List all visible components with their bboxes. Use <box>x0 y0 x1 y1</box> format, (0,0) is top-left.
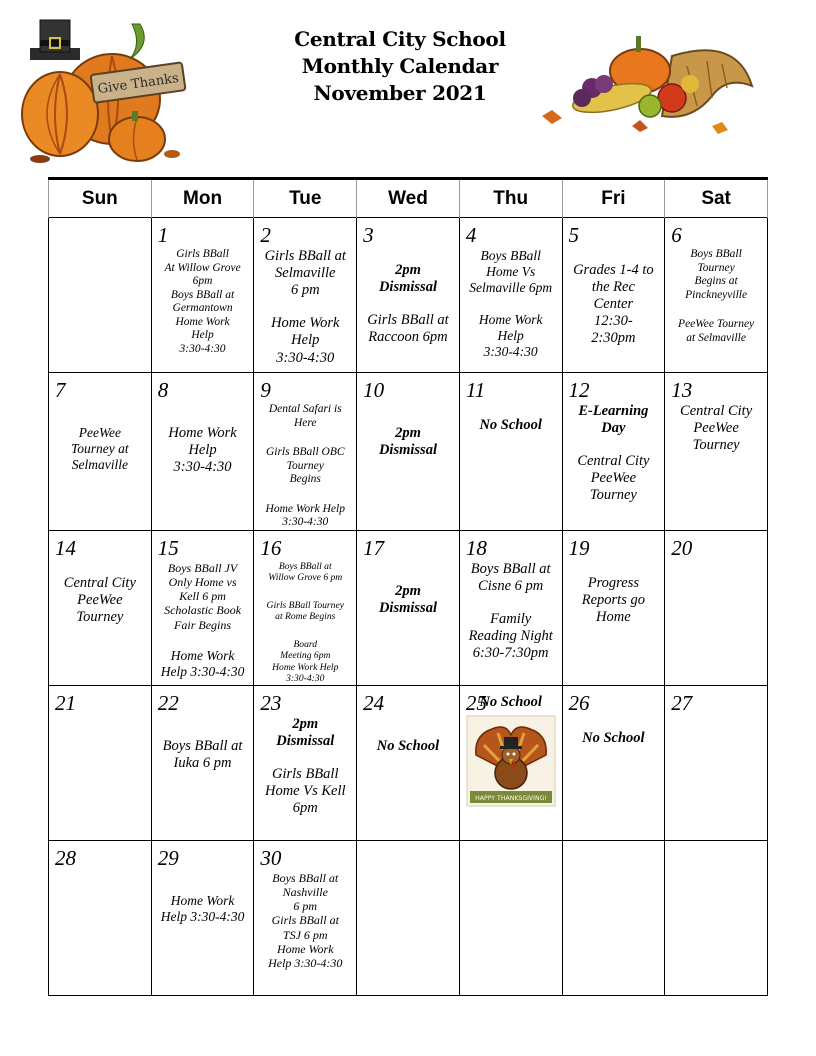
day-event: Girls BBall at Selmaville 6 pm <box>264 248 346 299</box>
title-subtitle: Monthly Calendar <box>301 54 499 78</box>
calendar-grid <box>48 177 768 996</box>
day-cell-13 <box>665 373 768 531</box>
day-number: 27 <box>671 690 693 715</box>
day-event: Family Reading Night 6:30-7:30pm <box>468 611 553 662</box>
day-number: 7 <box>55 378 66 402</box>
week-row <box>49 373 768 531</box>
day-number: 4 <box>465 223 477 247</box>
day-cell-8 <box>151 373 254 531</box>
day-cell-11 <box>459 373 562 531</box>
day-cell-26 <box>562 685 665 840</box>
day-event: 2pm Dismissal <box>378 425 437 459</box>
day-cell-25 <box>459 685 562 840</box>
weekday-tue: Tue <box>254 179 357 218</box>
day-event: Boys BBall at Cisne 6 pm <box>470 560 551 595</box>
day-cell-22 <box>151 685 254 840</box>
day-event: Girls BBall at Raccoon 6pm <box>367 312 449 346</box>
day-cell-empty <box>357 840 460 995</box>
day-number: 10 <box>363 378 385 402</box>
week-row <box>49 530 768 685</box>
day-cell-empty <box>49 218 152 373</box>
day-event: Central City PeeWee Tourney <box>577 453 650 504</box>
day-cell-4 <box>459 218 562 373</box>
day-number: 24 <box>363 690 385 715</box>
day-event: Board Meeting 6pm Home Work Help 3:30-4:30 <box>272 638 339 685</box>
day-cell-15 <box>151 530 254 685</box>
day-cell-10 <box>357 373 460 531</box>
day-event: Girls BBall Tourney at Rome Begins <box>266 599 344 623</box>
day-cell-empty <box>459 840 562 995</box>
day-cell-24 <box>357 685 460 840</box>
day-event: Boys BBall at Iuka 6 pm <box>162 737 243 772</box>
day-cell-3 <box>357 218 460 373</box>
day-event: Progress Reports go Home <box>581 574 645 626</box>
weekday-mon: Mon <box>151 179 254 218</box>
day-cell-9 <box>254 373 357 531</box>
day-event: Home Work Help 3:30-4:30 <box>160 892 245 924</box>
day-number: 1 <box>157 223 169 247</box>
day-number: 25 <box>465 690 487 715</box>
day-event: Home Work Help 3:30-4:30 <box>478 311 543 359</box>
day-event: Home Work Help 3:30-4:30 <box>168 425 237 476</box>
day-event: Boys BBall at Willow Grove 6 pm <box>268 560 343 584</box>
day-cell-20 <box>665 530 768 685</box>
cornucopia-clipart <box>522 26 762 150</box>
day-cell-12 <box>562 373 665 531</box>
day-event: 2pm Dismissal <box>378 262 437 296</box>
day-event: Boys BBall Home Vs Selmaville 6pm <box>469 248 553 295</box>
day-cell-30 <box>254 840 357 995</box>
day-cell-14 <box>49 530 152 685</box>
title-school: Central City School <box>294 27 506 51</box>
day-event: Boys BBall at Nashville 6 pm Girls BBall at TSJ 6 pm Home Work Help 3:30-4:30 <box>268 870 343 970</box>
week-row <box>49 685 768 840</box>
day-number: 21 <box>55 690 76 715</box>
day-event: Girls BBall OBC Tourney Begins <box>265 446 345 486</box>
day-event: PeeWee Tourney at Selmaville <box>678 318 755 344</box>
day-cell-5 <box>562 218 665 373</box>
day-number: 12 <box>568 378 590 402</box>
day-number: 30 <box>260 845 282 870</box>
day-number: 17 <box>363 535 385 560</box>
day-number: 5 <box>568 223 580 247</box>
day-number: 28 <box>55 845 76 870</box>
day-number: 26 <box>568 690 590 715</box>
day-number: 2 <box>260 223 271 247</box>
day-event: No School <box>582 729 645 746</box>
day-number: 9 <box>260 378 271 402</box>
day-cell-23 <box>254 685 357 840</box>
day-cell-7 <box>49 373 152 531</box>
turkey-banner-text: HAPPY THANKSGIVING! <box>474 795 547 803</box>
day-event: Grades 1-4 to the Rec Center 12:30- 2:30pm <box>573 262 654 347</box>
pumpkins-give-thanks-clipart <box>12 14 187 164</box>
day-number: 20 <box>671 535 693 560</box>
day-event: No School <box>479 417 542 433</box>
day-cell-2 <box>254 218 357 373</box>
calendar-title <box>250 26 550 107</box>
day-event: Home Work Help 3:30-4:30 <box>265 502 345 529</box>
day-event: E-Learning Day <box>578 403 649 437</box>
sign-text: Give Thanks <box>96 70 180 98</box>
weekday-thu: Thu <box>459 179 562 218</box>
day-event: Home Work Help 3:30-4:30 <box>160 647 245 679</box>
day-event: No School <box>376 737 440 754</box>
day-number: 8 <box>157 378 169 402</box>
day-number: 19 <box>568 535 590 560</box>
day-cell-empty <box>562 840 665 995</box>
day-number: 11 <box>465 378 486 402</box>
day-cell-19 <box>562 530 665 685</box>
turkey-thanksgiving-clipart <box>466 715 556 807</box>
day-cell-16 <box>254 530 357 685</box>
day-cell-6 <box>665 218 768 373</box>
day-cell-1 <box>151 218 254 373</box>
day-number: 29 <box>157 845 179 870</box>
day-number: 6 <box>671 223 682 247</box>
day-number: 16 <box>260 535 282 560</box>
day-number: 18 <box>465 535 487 560</box>
day-cell-17 <box>357 530 460 685</box>
day-cell-28 <box>49 840 152 995</box>
weekday-sun: Sun <box>49 179 152 218</box>
day-number: 22 <box>157 690 179 715</box>
day-event: Girls BBall At Willow Grove 6pm Boys BBall at Germantown Home Work Help 3:30-4:30 <box>164 248 241 355</box>
day-cell-27 <box>665 685 768 840</box>
week-row <box>49 218 768 373</box>
day-event: PeeWee Tourney at Selmaville <box>71 425 129 472</box>
day-event: Home Work Help 3:30-4:30 <box>271 315 340 366</box>
day-cell-empty <box>665 840 768 995</box>
day-number: 15 <box>157 535 179 560</box>
day-number: 23 <box>260 690 282 715</box>
weekday-header-row <box>49 179 768 218</box>
day-number: 3 <box>363 223 374 247</box>
day-cell-21 <box>49 685 152 840</box>
day-event: 2pm Dismissal <box>378 582 437 617</box>
day-event: Boys BBall Tourney Begins at Pinckneyville <box>685 248 748 301</box>
day-event: Dental Safari is Here <box>268 403 342 429</box>
day-cell-29 <box>151 840 254 995</box>
day-event: 2pm Dismissal <box>276 715 335 750</box>
day-cell-18 <box>459 530 562 685</box>
day-event: Central City PeeWee Tourney <box>63 574 136 626</box>
week-row <box>49 840 768 995</box>
day-number: 14 <box>55 535 76 560</box>
title-month: November 2021 <box>313 81 487 105</box>
day-number: 13 <box>671 378 693 402</box>
day-event: Girls BBall Home Vs Kell 6pm <box>264 766 346 817</box>
weekday-wed: Wed <box>357 179 460 218</box>
day-event: Central City PeeWee Tourney <box>680 403 753 454</box>
day-event: Boys BBall JV Only Home vs Kell 6 pm Scholastic Book Fair Begins <box>164 560 242 632</box>
weekday-sat: Sat <box>665 179 768 218</box>
weekday-fri: Fri <box>562 179 665 218</box>
day-event: No School <box>479 693 542 710</box>
